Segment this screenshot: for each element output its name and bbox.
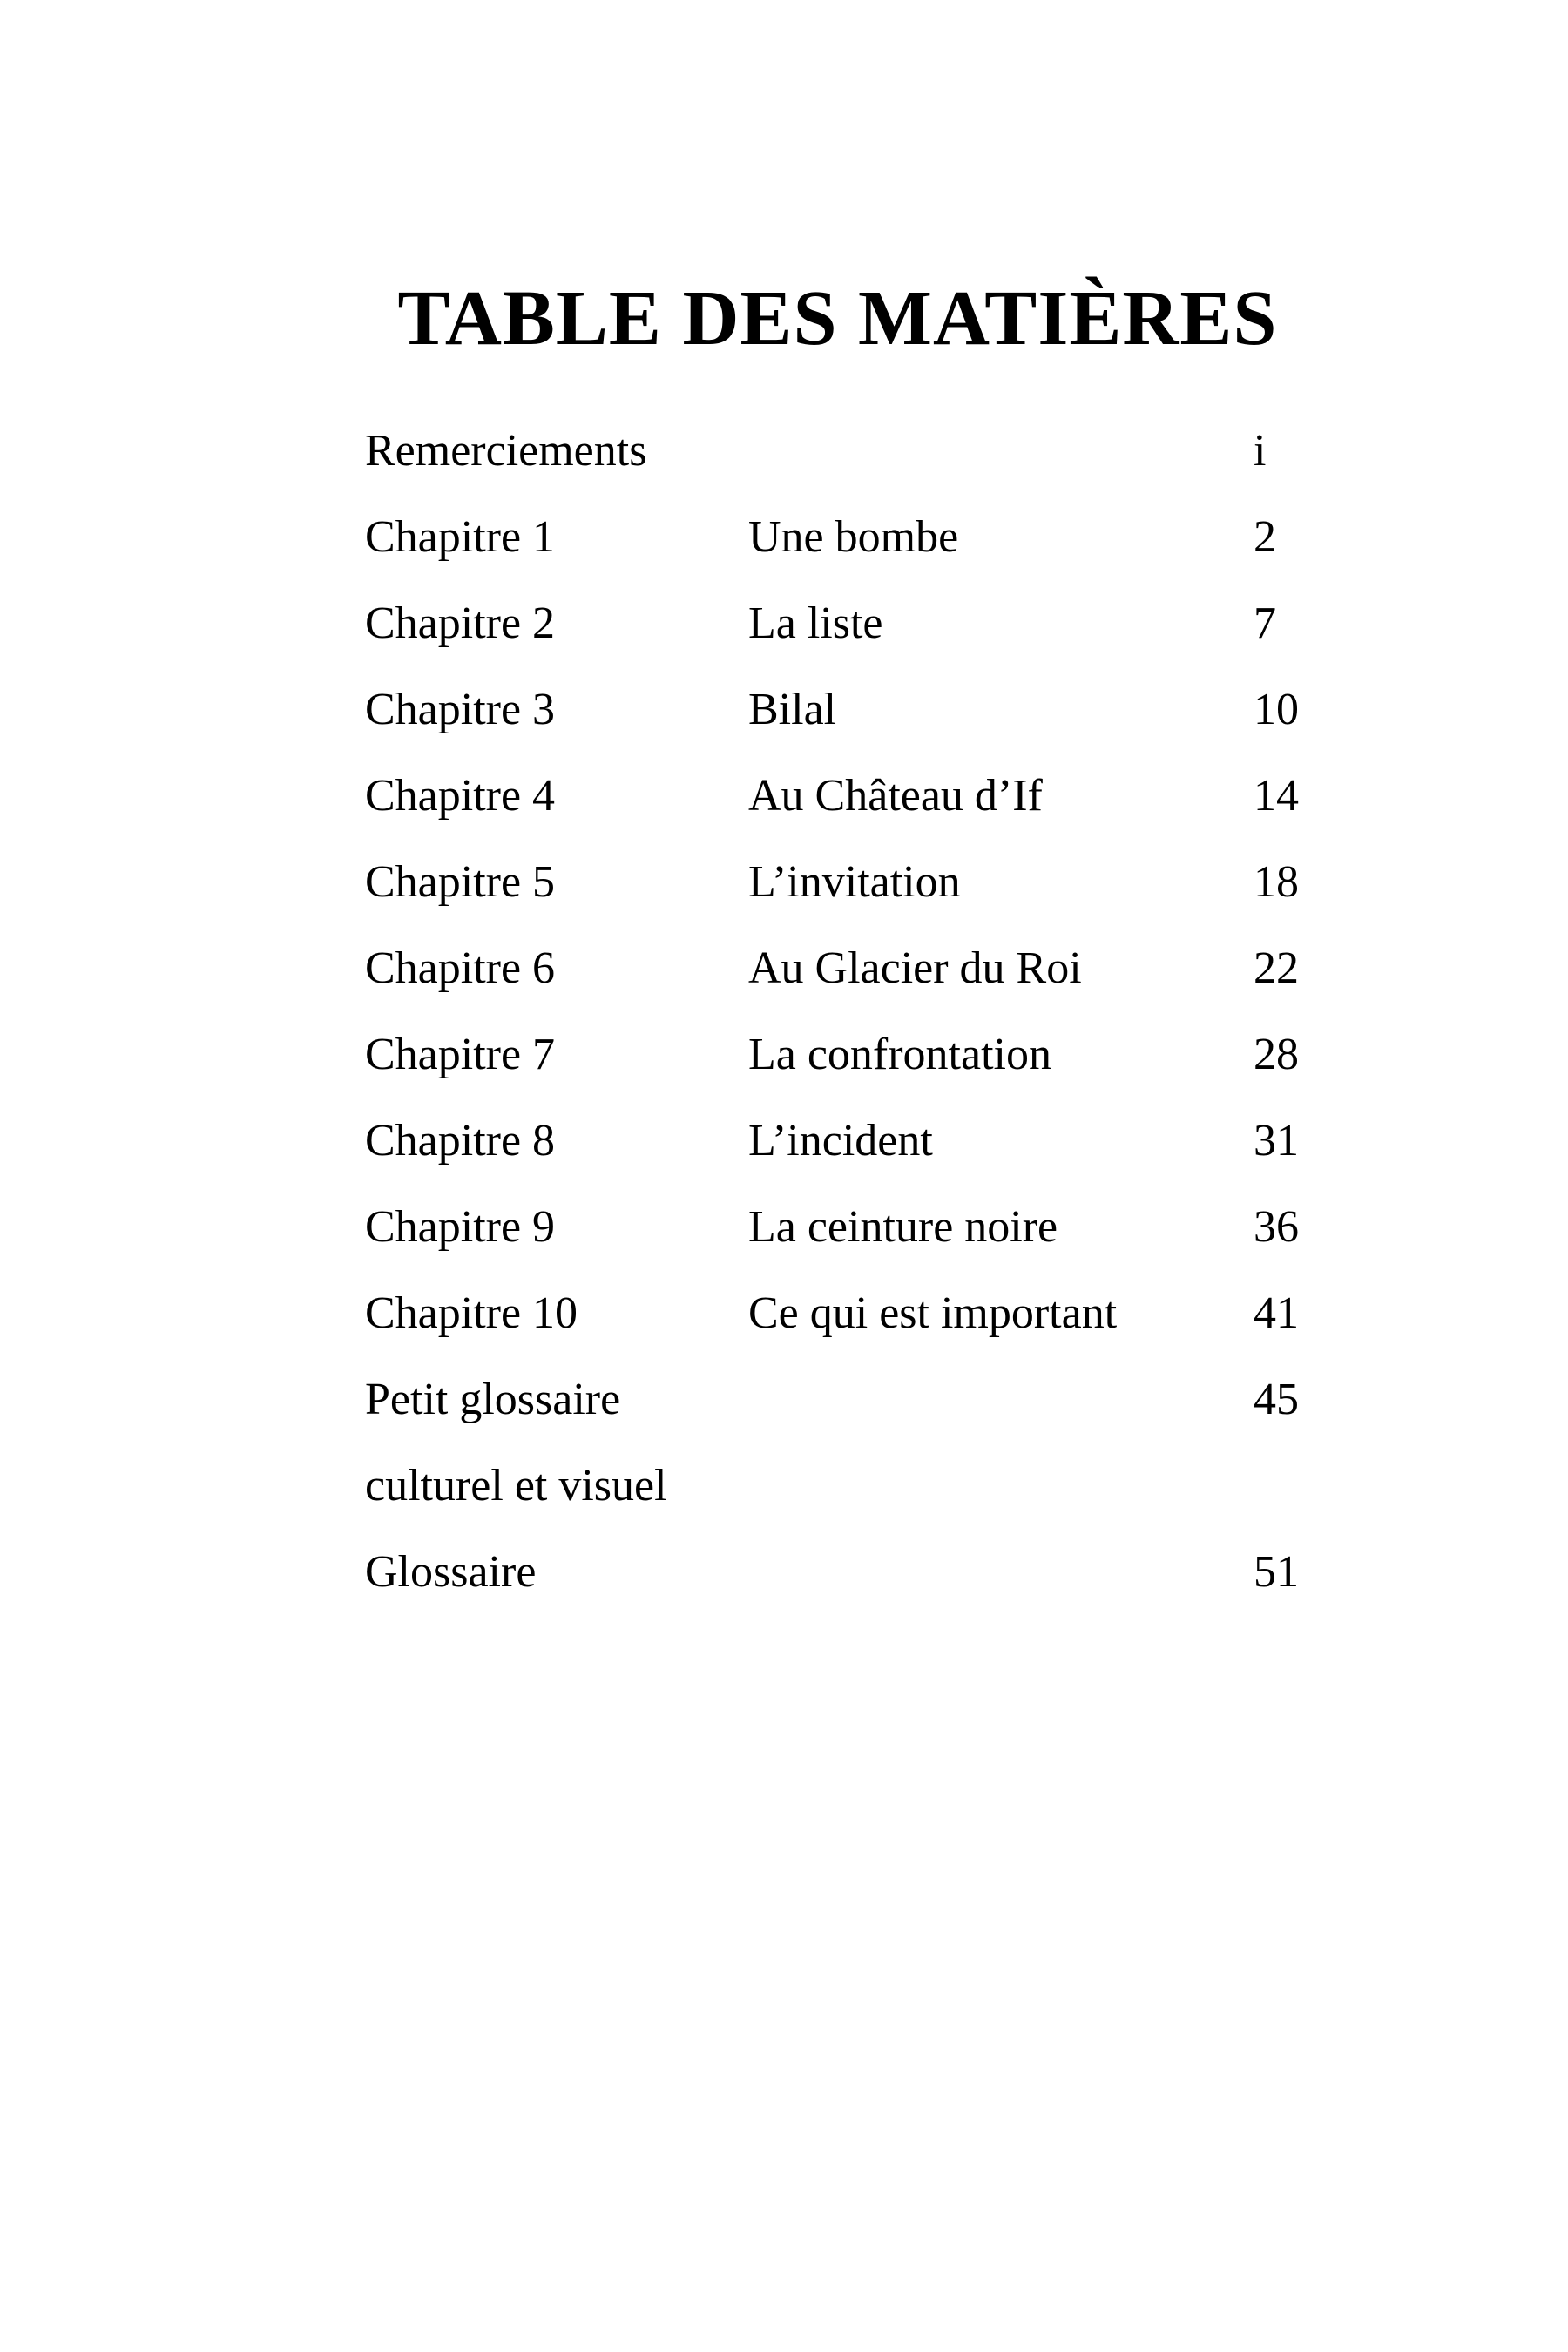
toc-row — [365, 408, 1367, 494]
toc-row — [365, 494, 1367, 580]
toc-entry-page: 41 — [1254, 1288, 1299, 1338]
toc-entry-title: Bilal — [748, 684, 837, 734]
toc-row — [365, 925, 1367, 1011]
toc-entry-title: Au Château d’If — [748, 770, 1043, 821]
toc-entry-label: Chapitre 2 — [365, 598, 556, 648]
toc-row — [365, 753, 1367, 839]
toc-entry-page: 22 — [1254, 943, 1299, 993]
toc-entry-title: Au Glacier du Roi — [748, 943, 1082, 993]
toc-entry-label: Remerciements — [365, 425, 647, 476]
toc-entry-label: Chapitre 6 — [365, 943, 556, 993]
toc-entry-label: Petit glossaire — [365, 1374, 621, 1424]
toc-entry-label: Chapitre 3 — [365, 684, 556, 734]
toc-entry-label: Chapitre 10 — [365, 1288, 578, 1338]
page-title: TABLE DES MATIÈRES — [397, 275, 1278, 362]
toc-row — [365, 1270, 1367, 1356]
toc-entry-title: Une bombe — [748, 511, 959, 562]
toc-entry-title: La ceinture noire — [748, 1201, 1058, 1252]
toc-entry-label: Chapitre 5 — [365, 856, 556, 907]
toc-entry-page: 36 — [1254, 1201, 1299, 1252]
toc-entry-page: i — [1254, 425, 1267, 476]
toc-row — [365, 1011, 1367, 1098]
toc-entry-title: La confrontation — [748, 1029, 1051, 1079]
toc-row — [365, 666, 1367, 753]
toc-entry-label: Glossaire — [365, 1546, 537, 1597]
toc-entry-title: L’incident — [748, 1115, 933, 1166]
toc-row — [365, 580, 1367, 666]
toc-list — [365, 408, 1367, 1615]
toc-entry-label: culturel et visuel — [365, 1460, 667, 1511]
toc-row — [365, 1184, 1367, 1270]
toc-row — [365, 1443, 1367, 1529]
toc-entry-label: Chapitre 7 — [365, 1029, 556, 1079]
toc-entry-page: 2 — [1254, 511, 1276, 562]
toc-entry-page: 51 — [1254, 1546, 1299, 1597]
toc-entry-title: La liste — [748, 598, 883, 648]
toc-row — [365, 1356, 1367, 1443]
toc-entry-page: 28 — [1254, 1029, 1299, 1079]
toc-entry-label: Chapitre 9 — [365, 1201, 556, 1252]
toc-entry-page: 7 — [1254, 598, 1276, 648]
toc-entry-label: Chapitre 4 — [365, 770, 556, 821]
toc-entry-title: L’invitation — [748, 856, 961, 907]
toc-entry-label: Chapitre 8 — [365, 1115, 556, 1166]
toc-row — [365, 1529, 1367, 1615]
toc-entry-page: 18 — [1254, 856, 1299, 907]
toc-row — [365, 839, 1367, 925]
toc-entry-title: Ce qui est important — [748, 1288, 1118, 1338]
toc-entry-label: Chapitre 1 — [365, 511, 556, 562]
toc-entry-page: 45 — [1254, 1374, 1299, 1424]
toc-entry-page: 10 — [1254, 684, 1299, 734]
toc-entry-page: 31 — [1254, 1115, 1299, 1166]
toc-entry-page: 14 — [1254, 770, 1299, 821]
toc-row — [365, 1098, 1367, 1184]
